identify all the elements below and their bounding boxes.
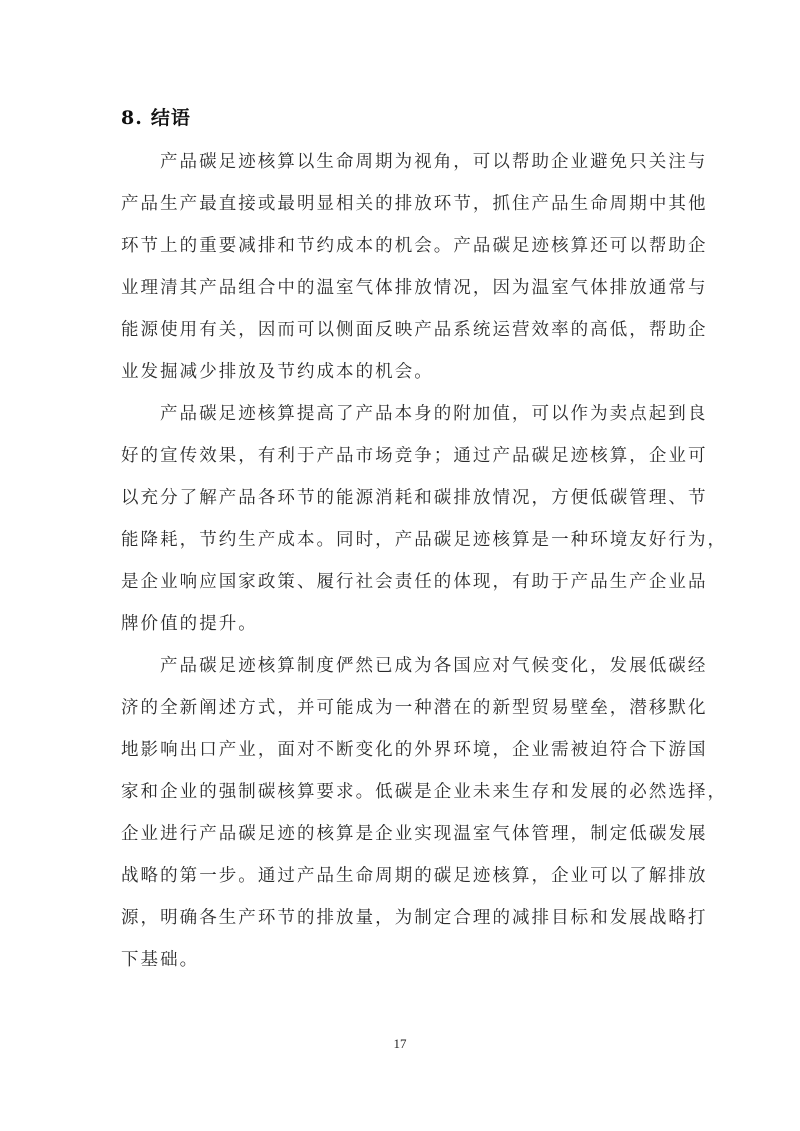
paragraph-line: 产品碳足迹核算以生命周期为视角，可以帮助企业避免只关注与 <box>160 152 708 172</box>
paragraph-line: 战略的第一步。通过产品生命周期的碳足迹核算，企业可以了解排放 <box>121 866 708 886</box>
paragraph-line: 牌价值的提升。 <box>121 614 258 634</box>
page-number: 17 <box>393 1036 407 1051</box>
paragraph-line: 家和企业的强制碳核算要求。低碳是企业未来生存和发展的必然选择， <box>121 782 728 802</box>
paragraph-line: 业理清其产品组合中的温室气体排放情况，因为温室气体排放通常与 <box>121 278 708 298</box>
paragraph-line: 以充分了解产品各环节的能源消耗和碳排放情况，方便低碳管理、节 <box>121 488 708 508</box>
paragraph-line: 环节上的重要减排和节约成本的机会。产品碳足迹核算还可以帮助企 <box>121 236 708 256</box>
paragraph-1 <box>121 141 708 393</box>
section-number: 8. <box>121 107 143 129</box>
paragraph-line: 能降耗，节约生产成本。同时，产品碳足迹核算是一种环境友好行为， <box>121 530 728 550</box>
section-title: 结语 <box>150 107 191 129</box>
paragraph-line: 好的宣传效果，有利于产品市场竞争；通过产品碳足迹核算，企业可 <box>121 446 708 466</box>
paragraph-line: 能源使用有关，因而可以侧面反映产品系统运营效率的高低，帮助企 <box>121 320 708 340</box>
paragraph-3 <box>121 645 728 981</box>
paragraph-line: 济的全新阐述方式，并可能成为一种潜在的新型贸易壁垒，潜移默化 <box>121 698 708 718</box>
section-heading <box>121 103 191 130</box>
paragraph-2 <box>121 393 728 645</box>
body-text <box>121 141 728 981</box>
paragraph-line: 企业进行产品碳足迹的核算是企业实现温室气体管理，制定低碳发展 <box>121 824 708 844</box>
paragraph-line: 产品碳足迹核算提高了产品本身的附加值，可以作为卖点起到良 <box>160 404 708 424</box>
paragraph-line: 下基础。 <box>121 950 200 970</box>
paragraph-line: 产品生产最直接或最明显相关的排放环节，抓住产品生命周期中其他 <box>121 194 708 214</box>
paragraph-line: 是企业响应国家政策、履行社会责任的体现，有助于产品生产企业品 <box>121 572 708 592</box>
paragraph-line: 源，明确各生产环节的排放量，为制定合理的减排目标和发展战略打 <box>121 908 708 928</box>
paragraph-line: 业发掘减少排放及节约成本的机会。 <box>121 362 434 382</box>
paragraph-line: 地影响出口产业，面对不断变化的外界环境，企业需被迫符合下游国 <box>121 740 708 760</box>
paragraph-line: 产品碳足迹核算制度俨然已成为各国应对气候变化，发展低碳经 <box>160 656 708 676</box>
